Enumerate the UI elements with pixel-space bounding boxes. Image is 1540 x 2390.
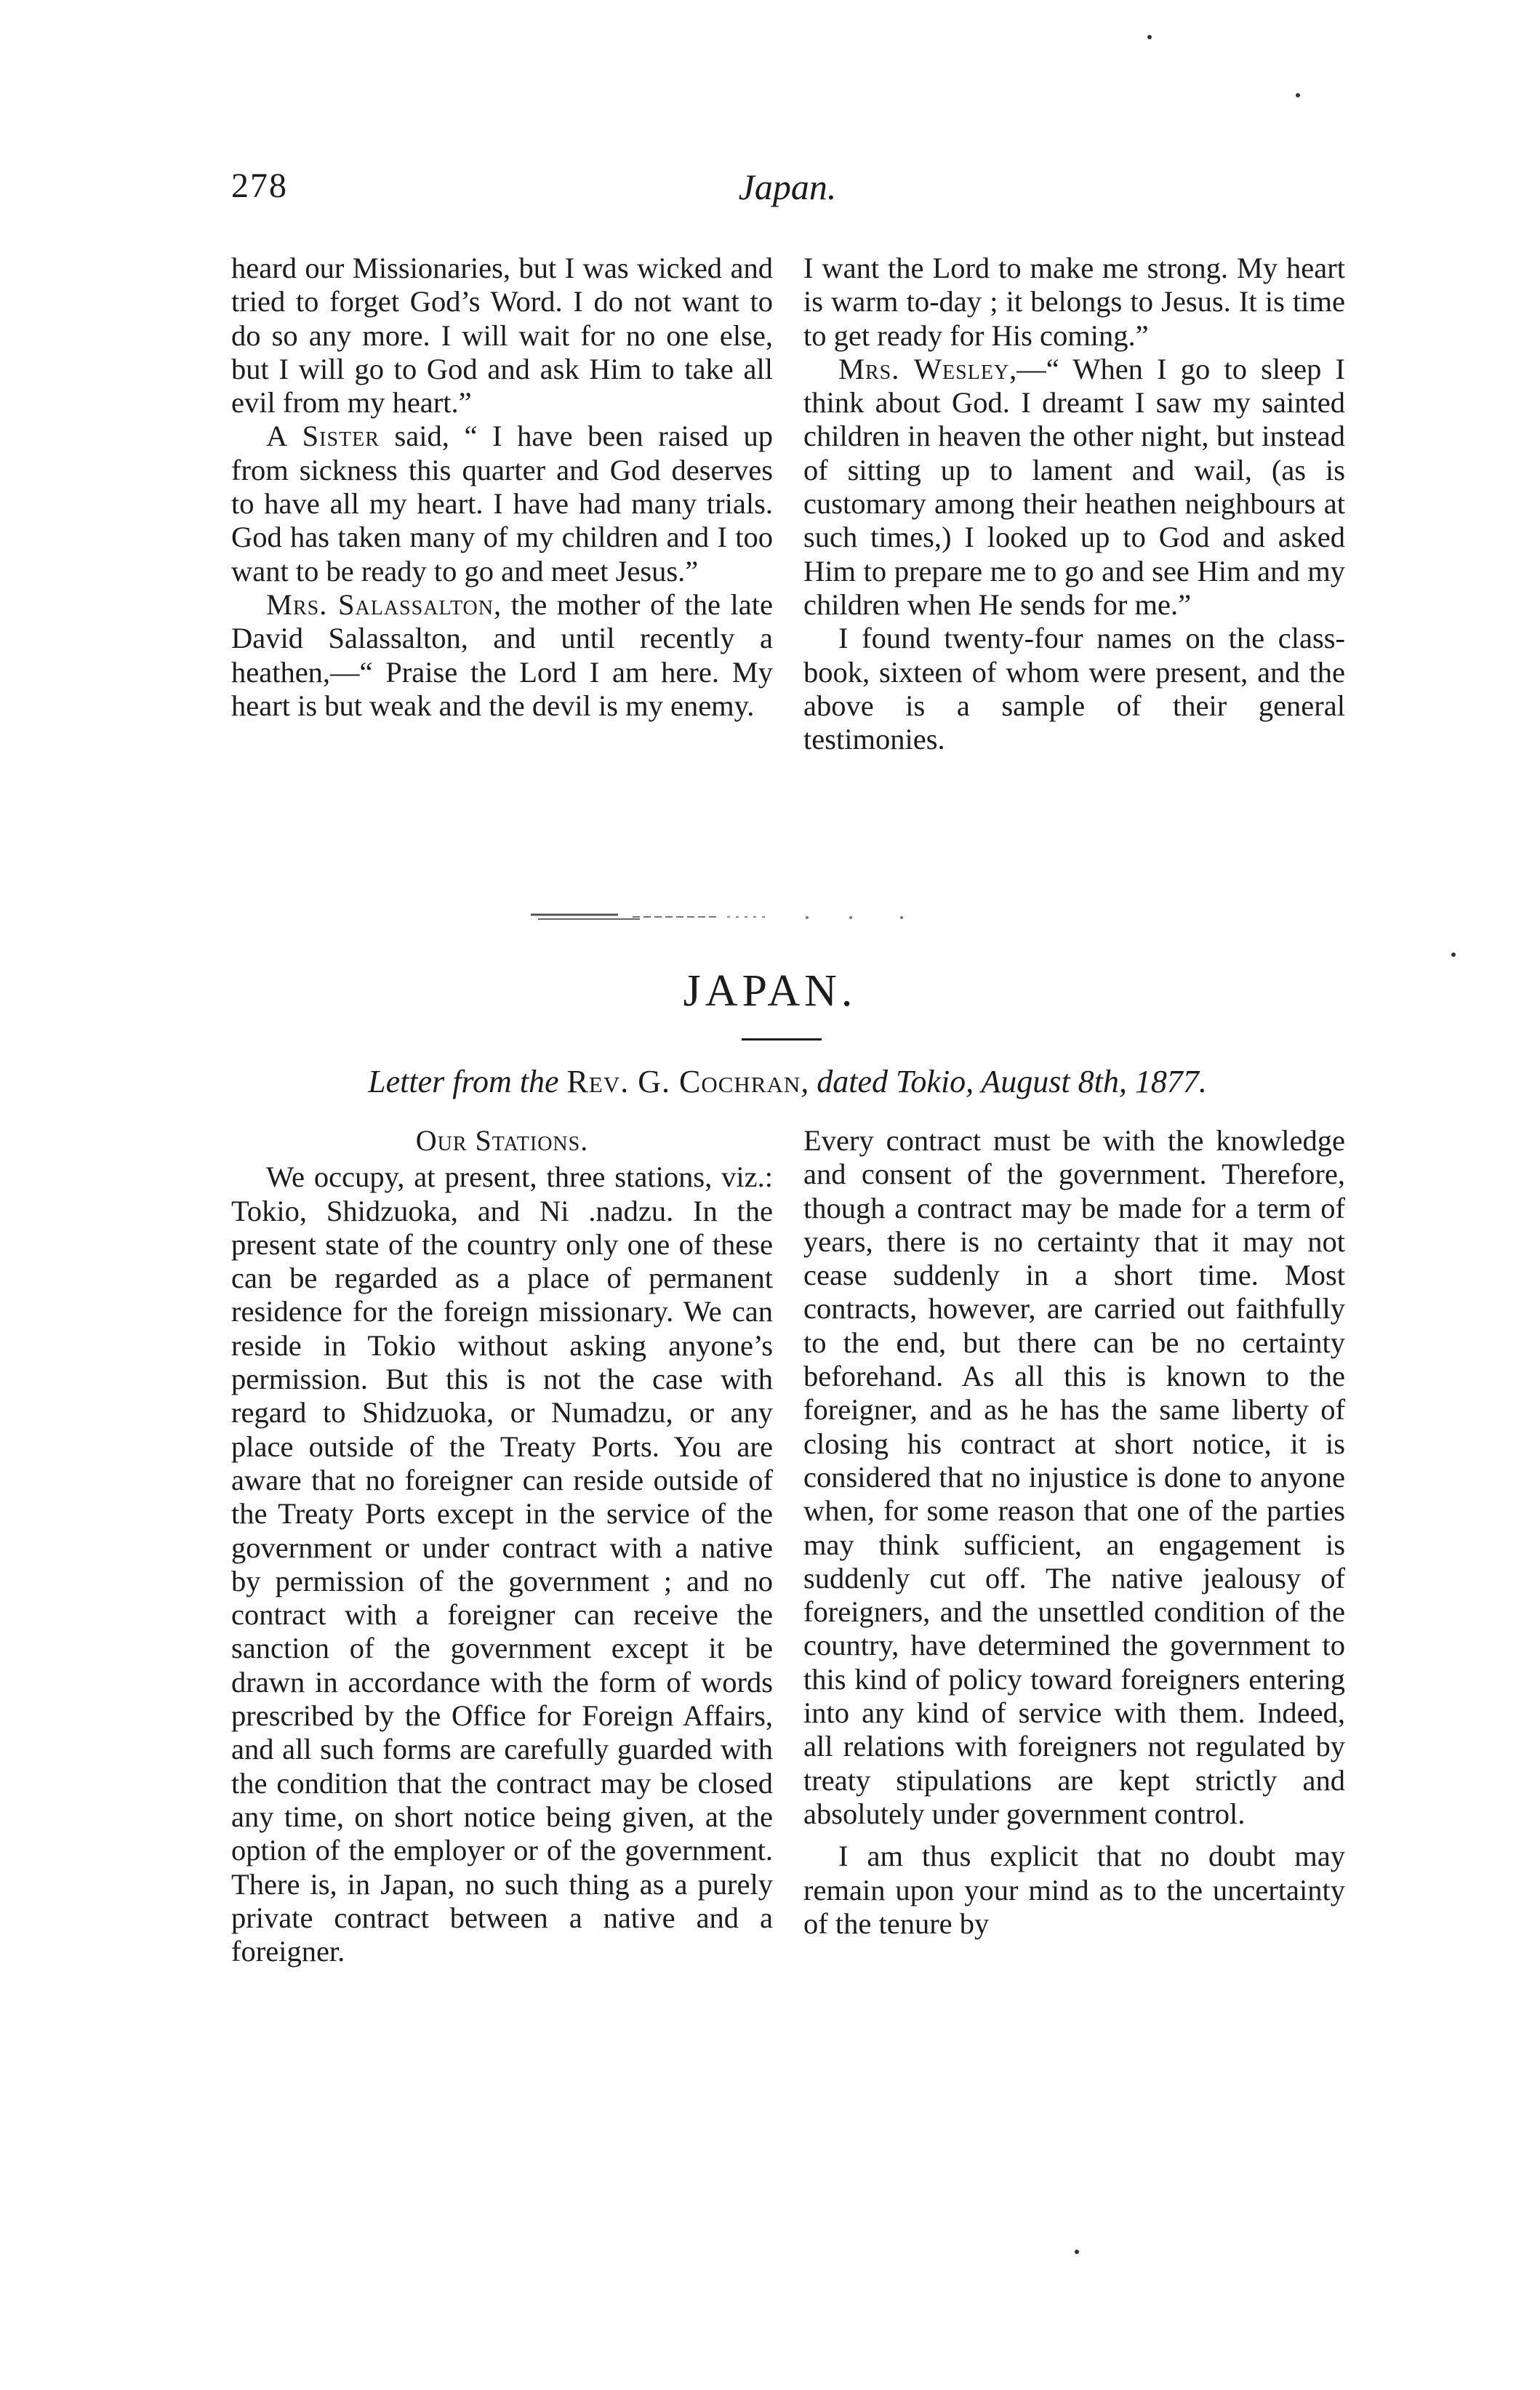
paragraph: We occupy, at present, three stations, viz.: Tokio, Shidzuoka, and Ni .nadzu. In the present state of the country only one of these can be regarded as a place of permanent residence for the foreign missionary. We can reside in Tokio without asking anyone’s permission. But this is not the case with regard to Shidzuoka, or Numadzu, or any place outside of the Treaty Ports. You are aware that no foreigner can reside outside of the Treaty Ports except in the service of the government or under contract with a native by permission of the government ; and no contract with a foreigner can receive the sanction of the government except it be drawn in accordance with the form of words prescribed by the Office for Foreign Affairs, and all such forms are carefully guarded with the condition that the contract may be closed any time, on short notice being given, at the option of the employer or of the government. There is, in Japan, no such thing as a purely private contract between a native and a foreigner. xyxy=(231,1160,773,1968)
print-speck xyxy=(1451,953,1456,957)
paragraph xyxy=(231,420,773,588)
page-number: 278 xyxy=(231,167,288,205)
paragraph: I want the Lord to make me strong. My heart is warm to-day ; it belongs to Jesus. It is time to get ready for His coming.” xyxy=(803,252,1345,352)
print-speck xyxy=(1147,35,1152,39)
byline-suffix: , dated Tokio, August 8th, 1877. xyxy=(801,1064,1207,1099)
paragraph: heard our Missionaries, but I was wicked and tried to forget God’s Word. I do not want to do so any more. I will wait for no one else, but I will go to God and ask Him to take all evil from my heart.” xyxy=(231,252,773,420)
running-title: Japan. xyxy=(738,167,837,207)
print-speck xyxy=(1075,2250,1079,2254)
article-title: JAPAN. xyxy=(683,966,857,1016)
paragraph xyxy=(803,353,1345,622)
article-byline xyxy=(231,1063,1344,1100)
byline-prefix: Letter from the xyxy=(368,1064,559,1099)
paragraph: Every contract must be with the knowledge and consent of the government. Therefore, though a contract may be made for a term of years, there is no certainty that it may not cease suddenly in a short time. Most contracts, however, are carried out faithfully to the end, but there can be no certainty beforehand. As all this is known to the foreigner, and as he has the same liberty of closing his contract at short notice, it is considered that no injustice is done to anyone when, for some reason that one of the parties may think sufficient, an engagement is suddenly cut off. The native jealousy of foreigners, and the unsettled condition of the country, have determined the government to this kind of policy toward foreigners entering into any kind of service with them. Indeed, all relations with foreigners not regulated by treaty stipulations are kept strictly and absolutely under government control. xyxy=(803,1124,1345,1830)
paragraph-text: , the mother of the late David Salassalton, and until recently a heathen,—“ Praise the Lord I am here. My heart is but weak and the devil is my enemy. xyxy=(231,588,773,722)
section-divider-ornament xyxy=(531,910,938,925)
paragraph xyxy=(231,588,773,723)
byline-author: Rev. G. Cochran xyxy=(566,1064,801,1099)
speaker-name: A Sister xyxy=(266,420,380,453)
page-header xyxy=(231,166,1344,224)
print-speck xyxy=(1296,93,1300,97)
paragraph: I am thus explicit that no doubt may remain upon your mind as to the uncertainty of the tenure by xyxy=(803,1840,1345,1940)
paragraph-text: ,—“ When I go to sleep I think about God. I dreamt I saw my sainted children in heaven the other night, but instead of sitting up to lament and wail, (as is customary among their heathen neighbours at such times,) I looked up to God and asked Him to prepare me to go and see Him and my children when He sends for me.” xyxy=(803,352,1346,621)
paragraph-text: said, “ I have been raised up from sickness this quarter and God deserves to have all my heart. I have had many trials. God has taken many of my children and I too want to be ready to go and meet Jesus.” xyxy=(231,420,773,588)
speaker-name: Mrs. Salassalton xyxy=(266,588,494,621)
lower-left-column xyxy=(231,1124,773,1968)
title-rule xyxy=(742,1038,822,1040)
paragraph: I found twenty-four names on the class-book, sixteen of whom were present, and the above is a sample of their general testimonies. xyxy=(803,622,1345,756)
upper-right-column xyxy=(803,252,1345,756)
lower-right-column xyxy=(803,1124,1345,1941)
upper-left-column xyxy=(231,252,773,723)
speaker-name: Mrs. Wesley xyxy=(838,352,1010,385)
section-heading: Our Stations. xyxy=(415,1124,589,1157)
